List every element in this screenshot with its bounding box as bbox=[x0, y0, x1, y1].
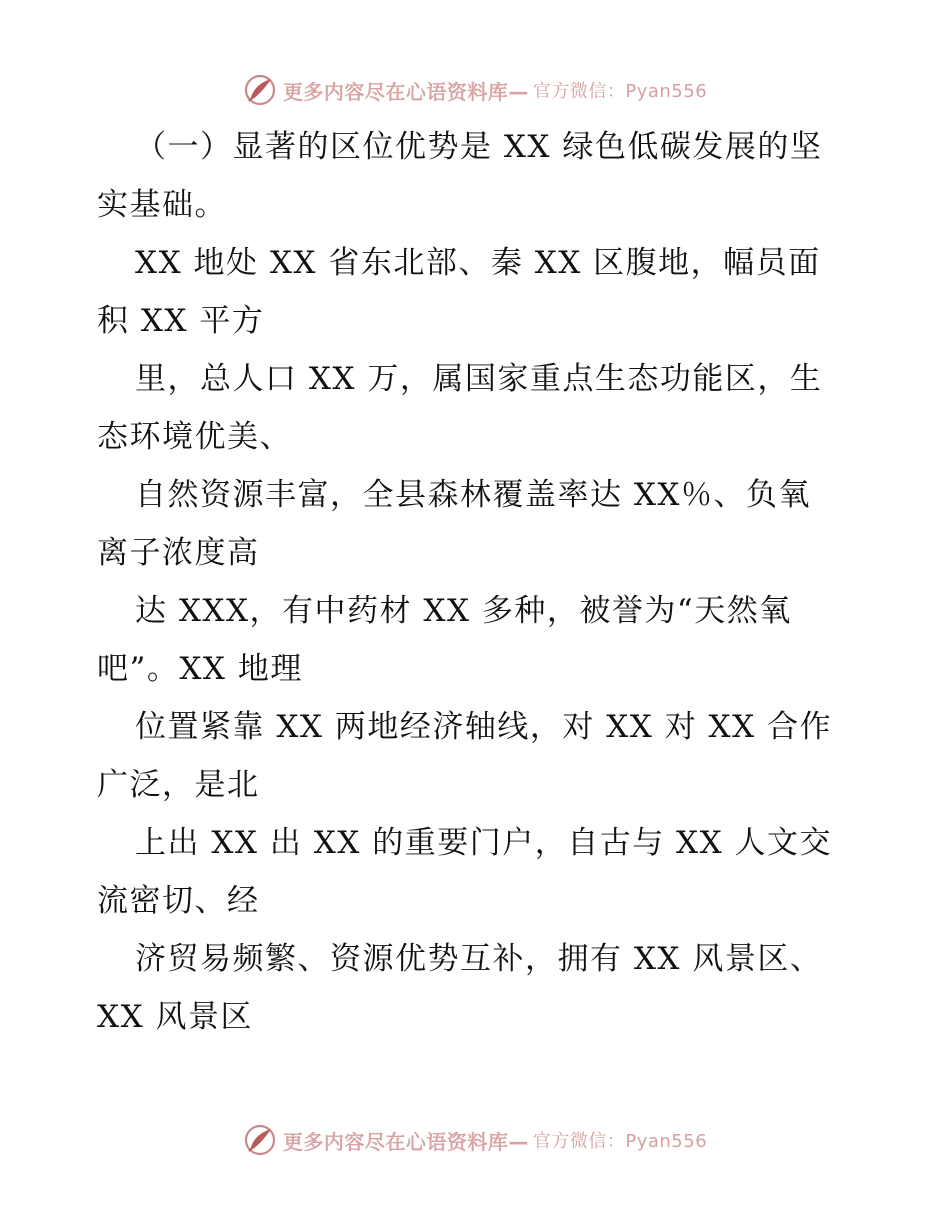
paragraph-line: 济贸易频繁、资源优势互补，拥有 XX 风景区、 bbox=[135, 941, 823, 977]
header-wechat-text: 官方微信：Pyan556 bbox=[532, 81, 708, 102]
paragraph-line: 积 XX 平方 bbox=[97, 303, 265, 339]
footer-banner-text: 更多内容尽在心语资料库— bbox=[282, 1129, 529, 1154]
paragraph-line: 吧”。XX 地理 bbox=[97, 651, 303, 687]
paragraph-line: 实基础。 bbox=[97, 187, 227, 223]
paragraph-line: 达 XXX，有中药材 XX 多种，被誉为“天然氧 bbox=[135, 593, 792, 629]
paragraph-line: 里，总人口 XX 万，属国家重点生态功能区，生 bbox=[135, 361, 823, 397]
footer-wechat-text: 官方微信：Pyan556 bbox=[532, 1131, 708, 1152]
paragraph-line: XX 风景区 bbox=[97, 999, 253, 1035]
paragraph-line: （一）显著的区位优势是 XX 绿色低碳发展的坚 bbox=[135, 129, 823, 165]
footer-banner-inner bbox=[243, 1123, 707, 1157]
paragraph-line: 自然资源丰富，全县森林覆盖率达 XX％、负氧 bbox=[135, 477, 811, 513]
paragraph-line: 流密切、经 bbox=[97, 883, 260, 919]
header-banner bbox=[0, 70, 950, 110]
pen-logo-icon bbox=[243, 1123, 277, 1157]
paragraph-line: 上出 XX 出 XX 的重要门户，自古与 XX 人文交 bbox=[135, 825, 833, 861]
paragraph-line: 位置紧靠 XX 两地经济轴线，对 XX 对 XX 合作 bbox=[135, 709, 833, 745]
paragraph-line: 离子浓度高 bbox=[97, 535, 260, 571]
header-banner-inner bbox=[243, 73, 707, 107]
pen-logo-icon bbox=[243, 73, 277, 107]
paragraph-line: 广泛，是北 bbox=[97, 767, 260, 803]
footer-banner bbox=[0, 1120, 950, 1160]
paragraph-line: 态环境优美、 bbox=[97, 419, 292, 455]
header-banner-text: 更多内容尽在心语资料库— bbox=[282, 79, 529, 104]
paragraph-line: XX 地处 XX 省东北部、秦 XX 区腹地，幅员面 bbox=[135, 245, 821, 281]
document-body bbox=[97, 118, 857, 1046]
